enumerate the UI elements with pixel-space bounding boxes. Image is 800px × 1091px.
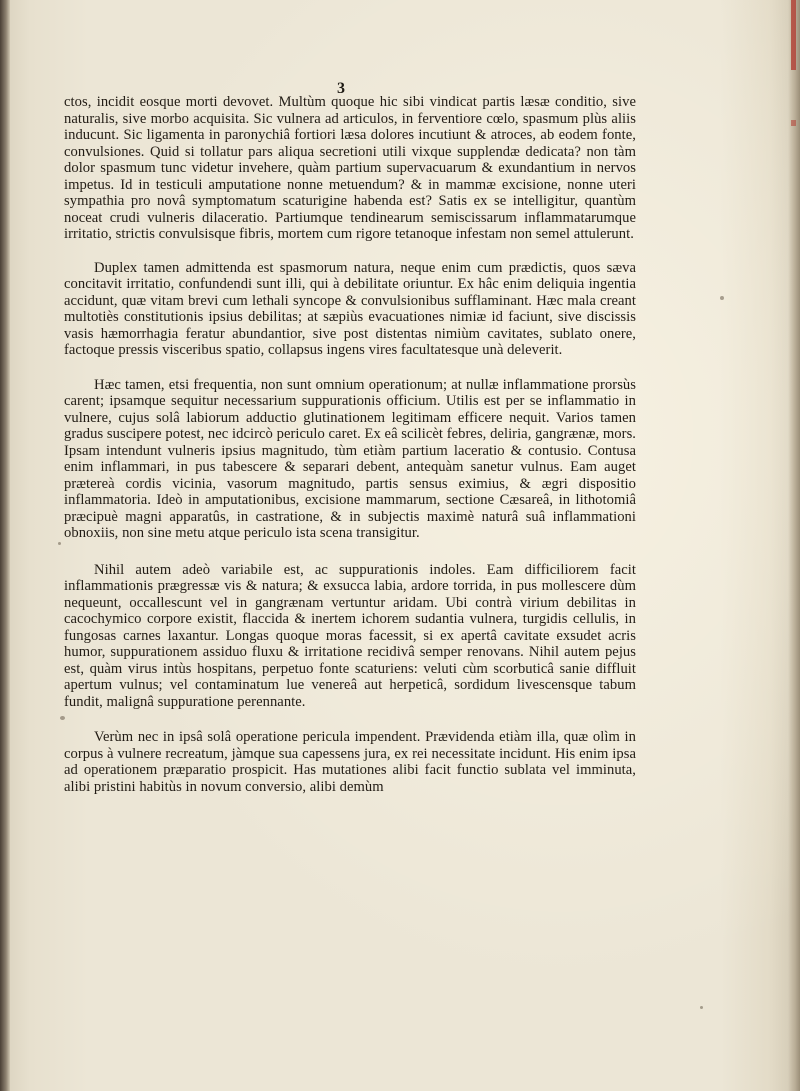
- paragraph-3: Hæc tamen, etsi frequentia, non sunt omnium operationum; at nullæ inflammatione prorsùs carent; ipsamque sequitur necessarium suppurationis officium. Utilis est per se inflammatio in vulnere, cujus solâ labiorum adductio glutinationem legitimam efficere nequit. Varios tamen gradus suscipere potest, nec idcircò periculo caret. Ex eâ scilicèt febres, deliria, gangrænæ, mors. Ipsam intendunt vulneris ipsius magnitudo, tùm etiàm partium laceratio & contusio. Contusa enim inflammari, in pus tabescere & separari debent, antequàm sanetur vulnus. Eam auget prætereà cordis vicinia, vasorum magnitudo, partis sensus eximius, & ægri dispositio inflammatoria. Ideò in amputationibus, excisione mammarum, sectione Cæsareâ, in lithotomiâ præcipuè magni apparatûs, in castratione, & in subjectis maximè naturâ suâ inflammationi obnoxiis, non sine metu atque periculo ista scena transigitur.: [64, 376, 636, 541]
- red-edge-mark: [791, 0, 796, 70]
- page-number: 3: [337, 80, 345, 97]
- paper-speck: [58, 542, 61, 545]
- paper-speck: [720, 296, 724, 300]
- paragraph-5: Verùm nec in ipsâ solâ operatione pericula impendent. Prævidenda etiàm illa, quæ olìm in corpus à vulnere recreatum, jàmque sua capessens jura, ex rei necessitate incidunt. His enim ipsa ad operationem præparatio prospicit. Has mutationes alibi facit functio sublata vel imminuta, alibi pristini habitùs in novum conversio, alibi demùm: [64, 729, 636, 795]
- red-edge-mark-small: [791, 120, 796, 126]
- paper-speck: [60, 716, 65, 720]
- paragraph-4: Nihil autem adeò variabile est, ac suppurationis indoles. Eam difficiliorem facit inflammationis prægressæ vis & natura; & exsucca labia, ardore torrida, in pus mollescere dùm nequeunt, occallescunt vel in gangrænam vertuntur aridam. Ubi contrà virium debilitas in cacochymico corpore existit, flaccida & inertem ichorem sudantia vulnera, turgidis cellulis, in fungosas carnes laxantur. Longas quoque moras facessit, si ex apertâ cavitate exsudet acris humor, suppurationem assiduo fluxu & irritatione recidivâ semper renovans. Nihil autem pejus est, quàm virus intùs hospitans, perpetuo fonte scaturiens: veluti cùm scorbuticâ sanie diffluit apertum vulnus; vel contaminatum lue venereâ aut herpeticâ, sordidum livescensque tabum fundit, malignâ suppuratione perennante.: [64, 561, 636, 710]
- book-spine-shadow: [0, 0, 10, 1091]
- page-edge: [788, 0, 800, 1091]
- paragraph-2: Duplex tamen admittenda est spasmorum natura, neque enim cum prædictis, quos sæva concitavit irritatio, confundendi sunt illi, qui à debilitate oriuntur. Ex hâc enim deliquia ingentia accidunt, quæ vitam brevi cum lethali syncope & convulsionibus sufflaminant. Hæc mala creant multotiès constitutionis ipsius debilitas; at sæpiùs evacuationes nimiæ id faciunt, sive discissis vasis hæmorrhagia feratur abundantior, sive post distentas nimiùm cavitates, sublato onere, factoque pressis visceribus spatio, collapsus ingens vires facultatesque unà deleverit.: [64, 259, 636, 358]
- body-text: [64, 94, 636, 795]
- paper-speck: [700, 1006, 703, 1009]
- paragraph-1: ctos, incidit eosque morti devovet. Multùm quoque hic sibi vindicat partis læsæ conditio, sive naturalis, sive morbo acquisita. Sic vulnera ad articulos, in ferventiore cœlo, spasmum plùs aliis inducunt. Sic ligamenta in paronychiâ fortiori læsa dolores incutiunt & atroces, ab eodem fonte, convulsiones. Quid si tollatur pars aliqua secretioni utili vixque supplendæ dedicata? non tàm dolor spasmum tunc videtur invehere, quàm partium supervacuarum & exundantium in nervos impetus. Id in testiculi amputatione nonne metuendum? & in mammæ excisione, nonne uteri sympathia pro novâ symptomatum scaturigine habenda est? Satis ex se intelligitur, quantùm noceat crudi vulneris dilaceratio. Partiumque tendinearum semiscissarum inflammatarumque irritatio, strictis convulsisque fibris, mortem cum rigore tetanoque infestam non semel attulerunt.: [64, 94, 636, 242]
